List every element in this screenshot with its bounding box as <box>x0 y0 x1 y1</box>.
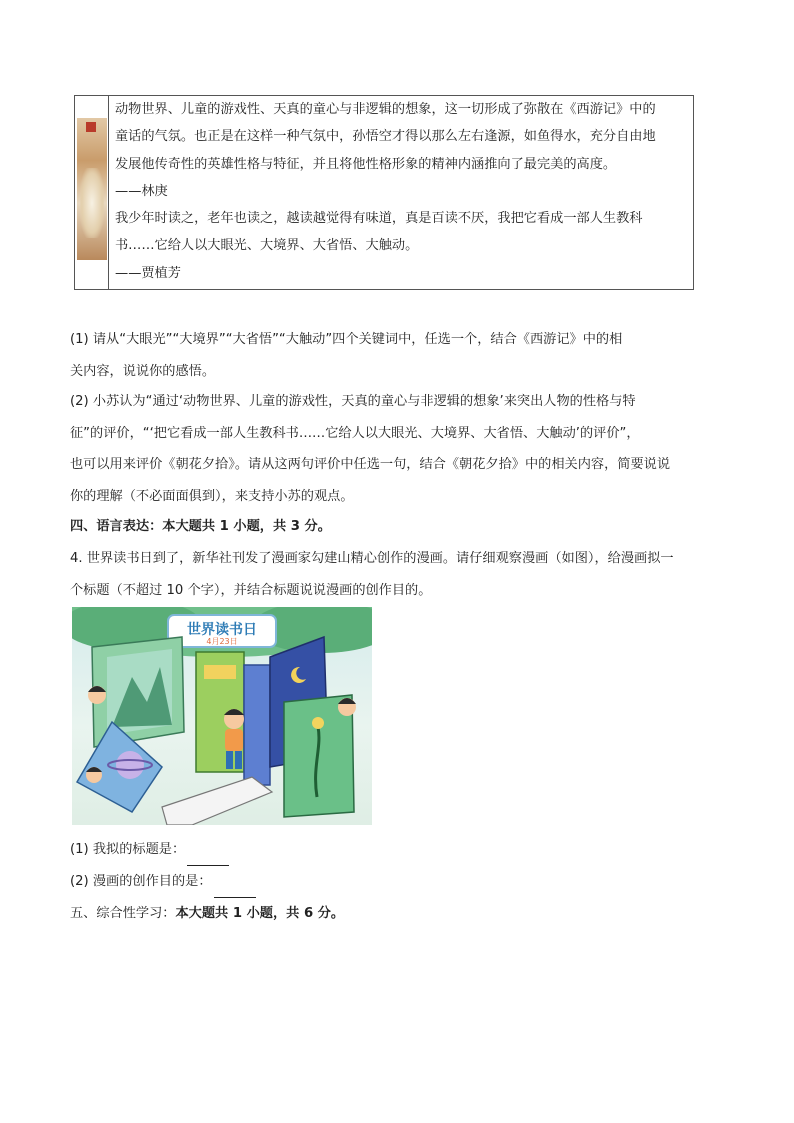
world-book-day-cartoon <box>72 607 372 825</box>
question-line: 4. 世界读书日到了，新华社刊发了漫画家勾建山精心创作的漫画。请仔细观察漫画（如图），给漫画拟一 <box>70 551 674 566</box>
question-line: 个标题（不超过 10 个字），并结合标题说说漫画的创作目的。 <box>70 582 432 598</box>
quote-line: 童话的气氛。也正是在这样一种气氛中，孙悟空才得以那么左右逢源，如鱼得水，充分自由地 <box>115 129 656 145</box>
question-line: 征”的评价，“‘把它看成一部人生教科书……它给人以大眼光、大境界、大省悟、大触动’的评价”， <box>70 425 640 441</box>
question-line: (2) 小苏认为“通过‘动物世界、儿童的游戏性，天真的童心与非逻辑的想象’来突出人物的性格与特 <box>70 394 636 409</box>
open-book <box>162 777 272 825</box>
boy-leg <box>226 751 233 769</box>
answer-line <box>70 834 720 866</box>
answer-label: (1) 我拟的标题是： <box>70 842 186 857</box>
quote-line: 动物世界、儿童的游戏性、天真的童心与非逻辑的想象，这一切形成了弥散在《西游记》中的 <box>115 102 656 117</box>
flower-icon <box>312 717 324 729</box>
quote-text <box>115 96 691 287</box>
section-4-heading <box>70 511 720 543</box>
question-3-1 <box>70 324 720 387</box>
boy-leg <box>235 751 242 769</box>
blue-book <box>244 665 270 785</box>
planet-icon <box>116 751 144 779</box>
question-line: 关内容，说说你的感悟。 <box>70 363 216 379</box>
painting-figure <box>80 168 104 238</box>
quote-line: 发展他传奇性的英雄性格与特征，并且将他性格形象的精神内涵推向了最完美的高度。 <box>115 156 617 172</box>
section-5-heading <box>70 898 720 930</box>
section-heading: 四、语言表达：本大题共 1 小题，共 3 分。 <box>70 519 331 534</box>
section-heading <box>70 898 720 930</box>
banner-date: 4月23日 <box>206 637 238 646</box>
section-rest: 本大题共 1 小题，共 6 分。 <box>175 906 345 921</box>
journey-west-painting <box>77 118 107 260</box>
answer-label: (2) 漫画的创作目的是： <box>70 874 212 889</box>
quote-attribution: ——贾植芳 <box>115 265 181 281</box>
quote-line: 我少年时读之，老年也读之，越读越觉得有味道，真是百读不厌，我把它看成一部人生教科 <box>115 211 643 227</box>
question-3-2 <box>70 386 720 512</box>
answer-blank[interactable] <box>214 883 256 898</box>
boy-shirt <box>225 729 243 751</box>
question-4 <box>70 543 720 606</box>
banner-title: 世界读书日 <box>187 622 257 638</box>
question-line: 你的理解（不必面面俱到），来支持小苏的观点。 <box>70 488 354 504</box>
quote-table <box>74 95 694 290</box>
quote-attribution: ——林庚 <box>115 183 168 199</box>
question-line: 也可以用来评价《朝花夕拾》。请从这两句评价中任选一句，结合《朝花夕拾》中的相关内容，简要说说 <box>70 457 671 472</box>
question-4-2 <box>70 866 720 898</box>
quote-image-cell <box>75 96 109 289</box>
question-4-1 <box>70 834 720 866</box>
cartoon-illustration <box>72 607 372 825</box>
answer-line <box>70 866 720 898</box>
question-line: (1) 请从“大眼光”“大境界”“大省悟”“大触动”四个关键词中，任选一个，结合《西游记》中的相 <box>70 332 623 347</box>
section-prefix: 五、综合性学习： <box>70 906 176 921</box>
seal-stamp <box>86 122 96 132</box>
crown-icon <box>204 665 236 679</box>
answer-blank[interactable] <box>187 851 229 866</box>
quote-line: 书……它给人以大眼光、大境界、大省悟、大触动。 <box>115 238 419 254</box>
